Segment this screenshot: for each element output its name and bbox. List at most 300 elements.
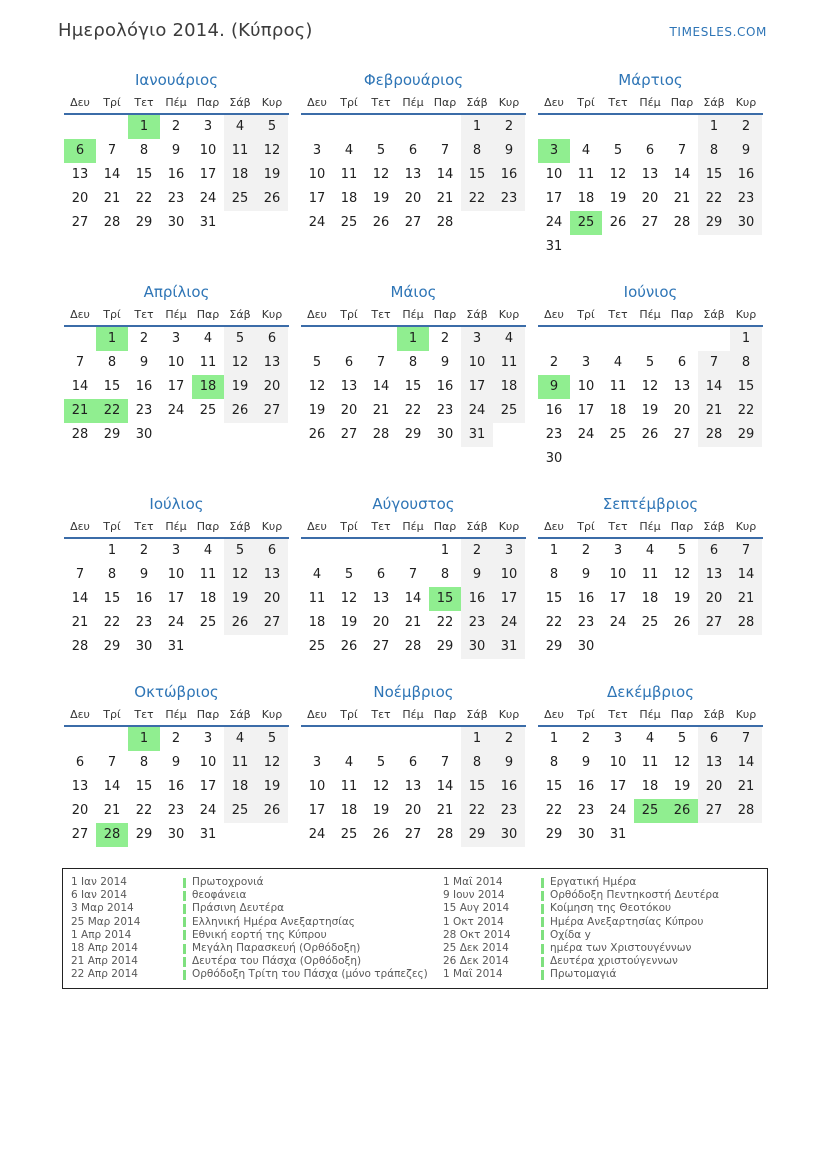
weekday-label: Σάβ [229,308,251,321]
legend-date: 26 Δεκ 2014 [443,955,509,968]
day-cell: 1 [440,543,450,558]
day-cell: 3 [461,327,493,351]
empty-day-cell [698,447,730,471]
day-cell: 26 [372,827,390,842]
day-cell: 2 [139,331,149,346]
empty-day-cell [493,211,525,235]
weekday-label: Κυρ [498,520,520,533]
day-cell: 4 [224,115,256,139]
day-cell: 30 [436,427,454,442]
empty-day-cell [256,423,288,447]
month-block [64,682,289,847]
holiday-marker-icon [183,917,186,927]
day-cell: 13 [698,563,730,587]
legend-entry [183,889,443,902]
weekday-label: Δευ [544,520,564,533]
weekday-label: Κυρ [261,708,283,721]
day-cell: 23 [577,803,595,818]
holiday-marker-icon [541,970,544,980]
day-cell: 17 [609,779,627,794]
day-cell: 22 [730,399,762,423]
weekday-label: Δευ [70,708,90,721]
day-cell: 10 [167,567,185,582]
day-cell: 3 [581,355,591,370]
weekday-label: Δευ [544,96,564,109]
weekday-label: Κυρ [261,520,283,533]
legend-holiday-name: Ελληνική Ημέρα Ανεξαρτησίας [192,915,355,928]
week-row [301,799,526,823]
week-row [64,423,289,447]
day-cell: 28 [436,827,454,842]
empty-day-cell [730,823,762,847]
holiday-day-cell: 25 [634,799,666,823]
day-cell: 16 [461,587,493,611]
holiday-marker-icon [541,878,544,888]
empty-day-cell [698,823,730,847]
day-cell: 12 [673,755,691,770]
day-cell: 12 [308,379,326,394]
day-cell: 3 [203,119,213,134]
week-row [64,139,289,163]
day-cell: 11 [224,751,256,775]
legend-holiday-name: Εθνική εορτή της Κύπρου [192,928,327,941]
holiday-marker-icon [541,957,544,967]
day-cell: 10 [308,167,326,182]
day-cell: 15 [461,775,493,799]
day-cell: 16 [545,403,563,418]
day-cell: 28 [698,423,730,447]
day-cell: 17 [167,591,185,606]
weekday-label: Κυρ [498,308,520,321]
day-cell: 28 [71,639,89,654]
weekday-label: Δευ [70,308,90,321]
day-cell: 21 [730,587,762,611]
week-row [538,235,763,259]
day-cell: 6 [408,143,418,158]
empty-day-cell [538,115,570,139]
legend-holiday-name: Κοίμηση της Θεοτόκου [550,902,672,915]
empty-day-cell [224,823,256,847]
holiday-marker-icon [183,944,186,954]
weekday-label: Παρ [196,520,220,533]
day-cell: 22 [461,799,493,823]
day-cell: 4 [312,567,322,582]
week-row [301,587,526,611]
day-cell: 11 [340,779,358,794]
empty-day-cell [301,539,333,563]
day-cell: 28 [372,427,390,442]
weekday-label: Σάβ [703,520,725,533]
weekday-label: Κυρ [261,96,283,109]
day-cell: 29 [545,639,563,654]
day-cell: 7 [698,351,730,375]
day-cell: 28 [71,427,89,442]
weekday-header-row [64,706,289,727]
day-cell: 29 [404,427,422,442]
day-cell: 18 [493,375,525,399]
legend-box [62,868,768,989]
weekday-label: Τετ [134,708,154,721]
day-cell: 22 [461,187,493,211]
day-cell: 9 [581,755,591,770]
holiday-day-cell: 9 [538,375,570,399]
weekday-label: Παρ [670,96,694,109]
day-cell: 8 [461,751,493,775]
week-row [301,139,526,163]
week-row [64,563,289,587]
week-row [301,375,526,399]
day-cell: 14 [71,591,89,606]
day-cell: 17 [199,779,217,794]
day-cell: 4 [645,731,655,746]
empty-day-cell [365,539,397,563]
day-cell: 13 [71,779,89,794]
day-cell: 10 [493,563,525,587]
weekday-label: Κυρ [498,708,520,721]
day-cell: 23 [461,611,493,635]
day-cell: 4 [344,755,354,770]
weekday-label: Τετ [371,520,391,533]
day-cell: 11 [609,379,627,394]
weekday-label: Πέμ [639,520,661,533]
day-cell: 8 [139,755,149,770]
day-cell: 26 [641,427,659,442]
day-cell: 23 [545,427,563,442]
day-cell: 3 [613,543,623,558]
day-cell: 16 [730,163,762,187]
empty-day-cell [634,635,666,659]
weekday-label: Σάβ [229,96,251,109]
weekday-header-row [538,518,763,539]
day-cell: 26 [609,215,627,230]
day-cell: 20 [71,803,89,818]
weekday-label: Πέμ [402,520,424,533]
weekday-label: Δευ [307,708,327,721]
day-cell: 11 [641,755,659,770]
day-cell: 9 [461,563,493,587]
weekday-label: Τετ [371,708,391,721]
weekday-header-row [301,306,526,327]
day-cell: 2 [440,331,450,346]
day-cell: 24 [308,827,326,842]
empty-day-cell [698,635,730,659]
day-cell: 21 [436,803,454,818]
weekday-label: Τετ [134,96,154,109]
day-cell: 21 [436,191,454,206]
weekday-label: Παρ [670,708,694,721]
month-block [64,70,289,259]
day-cell: 9 [139,567,149,582]
day-cell: 13 [372,591,390,606]
empty-day-cell [64,327,96,351]
empty-day-cell [602,635,634,659]
weekday-header-row [538,706,763,727]
day-cell: 15 [103,591,121,606]
week-row [64,163,289,187]
day-cell: 19 [340,615,358,630]
week-row [64,115,289,139]
week-row [301,727,526,751]
holiday-day-cell: 25 [570,211,602,235]
day-cell: 13 [256,351,288,375]
day-cell: 12 [224,563,256,587]
weekday-label: Δευ [544,308,564,321]
day-cell: 14 [372,379,390,394]
month-block [301,682,526,847]
site-logo-link[interactable]: TIMESLES.COM [669,25,767,39]
weekday-label: Πέμ [165,520,187,533]
week-row [538,327,763,351]
day-cell: 18 [224,775,256,799]
week-row [301,187,526,211]
day-cell: 2 [581,731,591,746]
day-cell: 29 [135,215,153,230]
weekday-label: Παρ [433,520,457,533]
weekday-label: Σάβ [466,308,488,321]
weekday-label: Κυρ [735,520,757,533]
day-cell: 23 [493,187,525,211]
day-cell: 27 [256,611,288,635]
day-cell: 30 [545,451,563,466]
legend-entry [183,916,443,929]
legend-date: 28 Οκτ 2014 [443,928,511,941]
day-cell: 9 [139,355,149,370]
week-row [301,539,526,563]
empty-day-cell [634,823,666,847]
day-cell: 6 [698,727,730,751]
day-cell: 14 [730,563,762,587]
legend-entry [541,929,759,942]
day-cell: 5 [256,115,288,139]
day-cell: 19 [224,587,256,611]
day-cell: 17 [609,591,627,606]
day-cell: 14 [103,167,121,182]
day-cell: 14 [71,379,89,394]
day-cell: 13 [698,751,730,775]
day-cell: 25 [199,403,217,418]
day-cell: 7 [730,727,762,751]
week-row [538,587,763,611]
day-cell: 17 [545,191,563,206]
day-cell: 22 [698,187,730,211]
day-cell: 27 [71,827,89,842]
holiday-day-cell: 1 [128,727,160,751]
day-cell: 5 [677,543,687,558]
weekday-header-row [64,94,289,115]
week-row [538,163,763,187]
legend-holiday-name: Εργατική Ημέρα [550,876,637,888]
week-row [301,211,526,235]
day-cell: 25 [340,827,358,842]
month-title: Φεβρουάριος [363,71,464,89]
day-cell: 26 [256,799,288,823]
weekday-header-row [301,94,526,115]
holiday-marker-icon [541,891,544,901]
week-row [538,539,763,563]
day-cell: 28 [404,639,422,654]
day-cell: 16 [167,779,185,794]
weekday-label: Πέμ [402,308,424,321]
legend-holiday-name: Ορθόδοξη Τρίτη του Πάσχα (μόνο τράπεζες) [192,968,428,981]
day-cell: 14 [730,751,762,775]
week-row [301,399,526,423]
day-cell: 24 [308,215,326,230]
legend-holiday-name: Πράσινη Δευτέρα [192,902,285,915]
day-cell: 30 [167,215,185,230]
weekday-label: Σάβ [703,96,725,109]
empty-day-cell [256,211,288,235]
empty-day-cell [666,635,698,659]
weekday-header-row [301,706,526,727]
day-cell: 4 [344,143,354,158]
day-cell: 21 [71,615,89,630]
day-cell: 17 [577,403,595,418]
day-cell: 9 [730,139,762,163]
empty-day-cell [602,447,634,471]
day-cell: 31 [199,827,217,842]
week-row [538,423,763,447]
holiday-day-cell: 21 [64,399,96,423]
weekday-label: Παρ [196,308,220,321]
day-cell: 8 [698,139,730,163]
weekday-label: Τετ [608,708,628,721]
day-cell: 19 [256,775,288,799]
day-cell: 24 [493,611,525,635]
day-cell: 14 [436,167,454,182]
weekday-header-row [64,306,289,327]
day-cell: 17 [461,375,493,399]
day-cell: 31 [199,215,217,230]
day-cell: 25 [340,215,358,230]
day-cell: 21 [404,615,422,630]
month-block [538,282,763,471]
day-cell: 28 [730,799,762,823]
day-cell: 23 [436,403,454,418]
week-row [64,611,289,635]
week-row [538,799,763,823]
day-cell: 18 [224,163,256,187]
legend-date: 18 Απρ 2014 [71,941,138,954]
day-cell: 1 [461,727,493,751]
holiday-day-cell: 22 [96,399,128,423]
weekday-label: Παρ [196,96,220,109]
day-cell: 2 [139,543,149,558]
holiday-day-cell: 1 [128,115,160,139]
week-row [301,423,526,447]
legend-entry [183,942,443,955]
weekday-label: Παρ [433,308,457,321]
weekday-label: Πέμ [402,708,424,721]
day-cell: 6 [75,755,85,770]
weekday-label: Τρί [340,520,358,533]
day-cell: 13 [71,167,89,182]
day-cell: 8 [549,567,559,582]
holiday-marker-icon [183,957,186,967]
month-block [538,70,763,259]
weekday-label: Κυρ [261,308,283,321]
day-cell: 10 [609,755,627,770]
empty-day-cell [301,327,333,351]
day-cell: 7 [440,143,450,158]
month-title: Μάρτιος [618,71,683,89]
legend-holiday-name: Οχίδα y [550,928,591,941]
empty-day-cell [333,327,365,351]
legend-entry [183,929,443,942]
day-cell: 20 [404,191,422,206]
week-row [538,727,763,751]
day-cell: 10 [609,567,627,582]
week-row [538,399,763,423]
day-cell: 4 [613,355,623,370]
day-cell: 31 [545,239,563,254]
day-cell: 1 [549,543,559,558]
day-cell: 7 [730,539,762,563]
day-cell: 7 [376,355,386,370]
day-cell: 15 [103,379,121,394]
day-cell: 23 [577,615,595,630]
day-cell: 9 [493,751,525,775]
week-row [64,375,289,399]
day-cell: 13 [673,379,691,394]
empty-day-cell [634,115,666,139]
day-cell: 18 [609,403,627,418]
day-cell: 10 [461,351,493,375]
day-cell: 15 [135,779,153,794]
holiday-day-cell: 18 [192,375,224,399]
day-cell: 25 [641,615,659,630]
day-cell: 2 [493,727,525,751]
empty-day-cell [96,115,128,139]
day-cell: 1 [549,731,559,746]
month-title: Μάιος [390,283,437,301]
empty-day-cell [570,235,602,259]
empty-day-cell [429,115,461,139]
weekday-label: Κυρ [498,96,520,109]
day-cell: 7 [75,567,85,582]
day-cell: 22 [545,615,563,630]
empty-day-cell [538,327,570,351]
legend-date: 1 Μαΐ 2014 [443,968,503,981]
week-row [64,823,289,847]
day-cell: 16 [493,775,525,799]
day-cell: 2 [493,115,525,139]
week-row [538,115,763,139]
day-cell: 27 [256,399,288,423]
week-row [538,139,763,163]
day-cell: 2 [171,119,181,134]
day-cell: 18 [641,779,659,794]
day-cell: 17 [308,191,326,206]
month-block [538,682,763,847]
day-cell: 2 [730,115,762,139]
day-cell: 31 [493,635,525,659]
day-cell: 20 [256,587,288,611]
day-cell: 3 [613,731,623,746]
empty-day-cell [224,211,256,235]
day-cell: 6 [645,143,655,158]
empty-day-cell [730,635,762,659]
weekday-label: Τρί [103,708,121,721]
day-cell: 14 [673,167,691,182]
legend-date: 22 Απρ 2014 [71,968,138,981]
day-cell: 2 [461,539,493,563]
day-cell: 29 [436,639,454,654]
day-cell: 8 [440,567,450,582]
day-cell: 24 [461,399,493,423]
day-cell: 11 [308,591,326,606]
day-cell: 9 [493,139,525,163]
day-cell: 3 [312,143,322,158]
